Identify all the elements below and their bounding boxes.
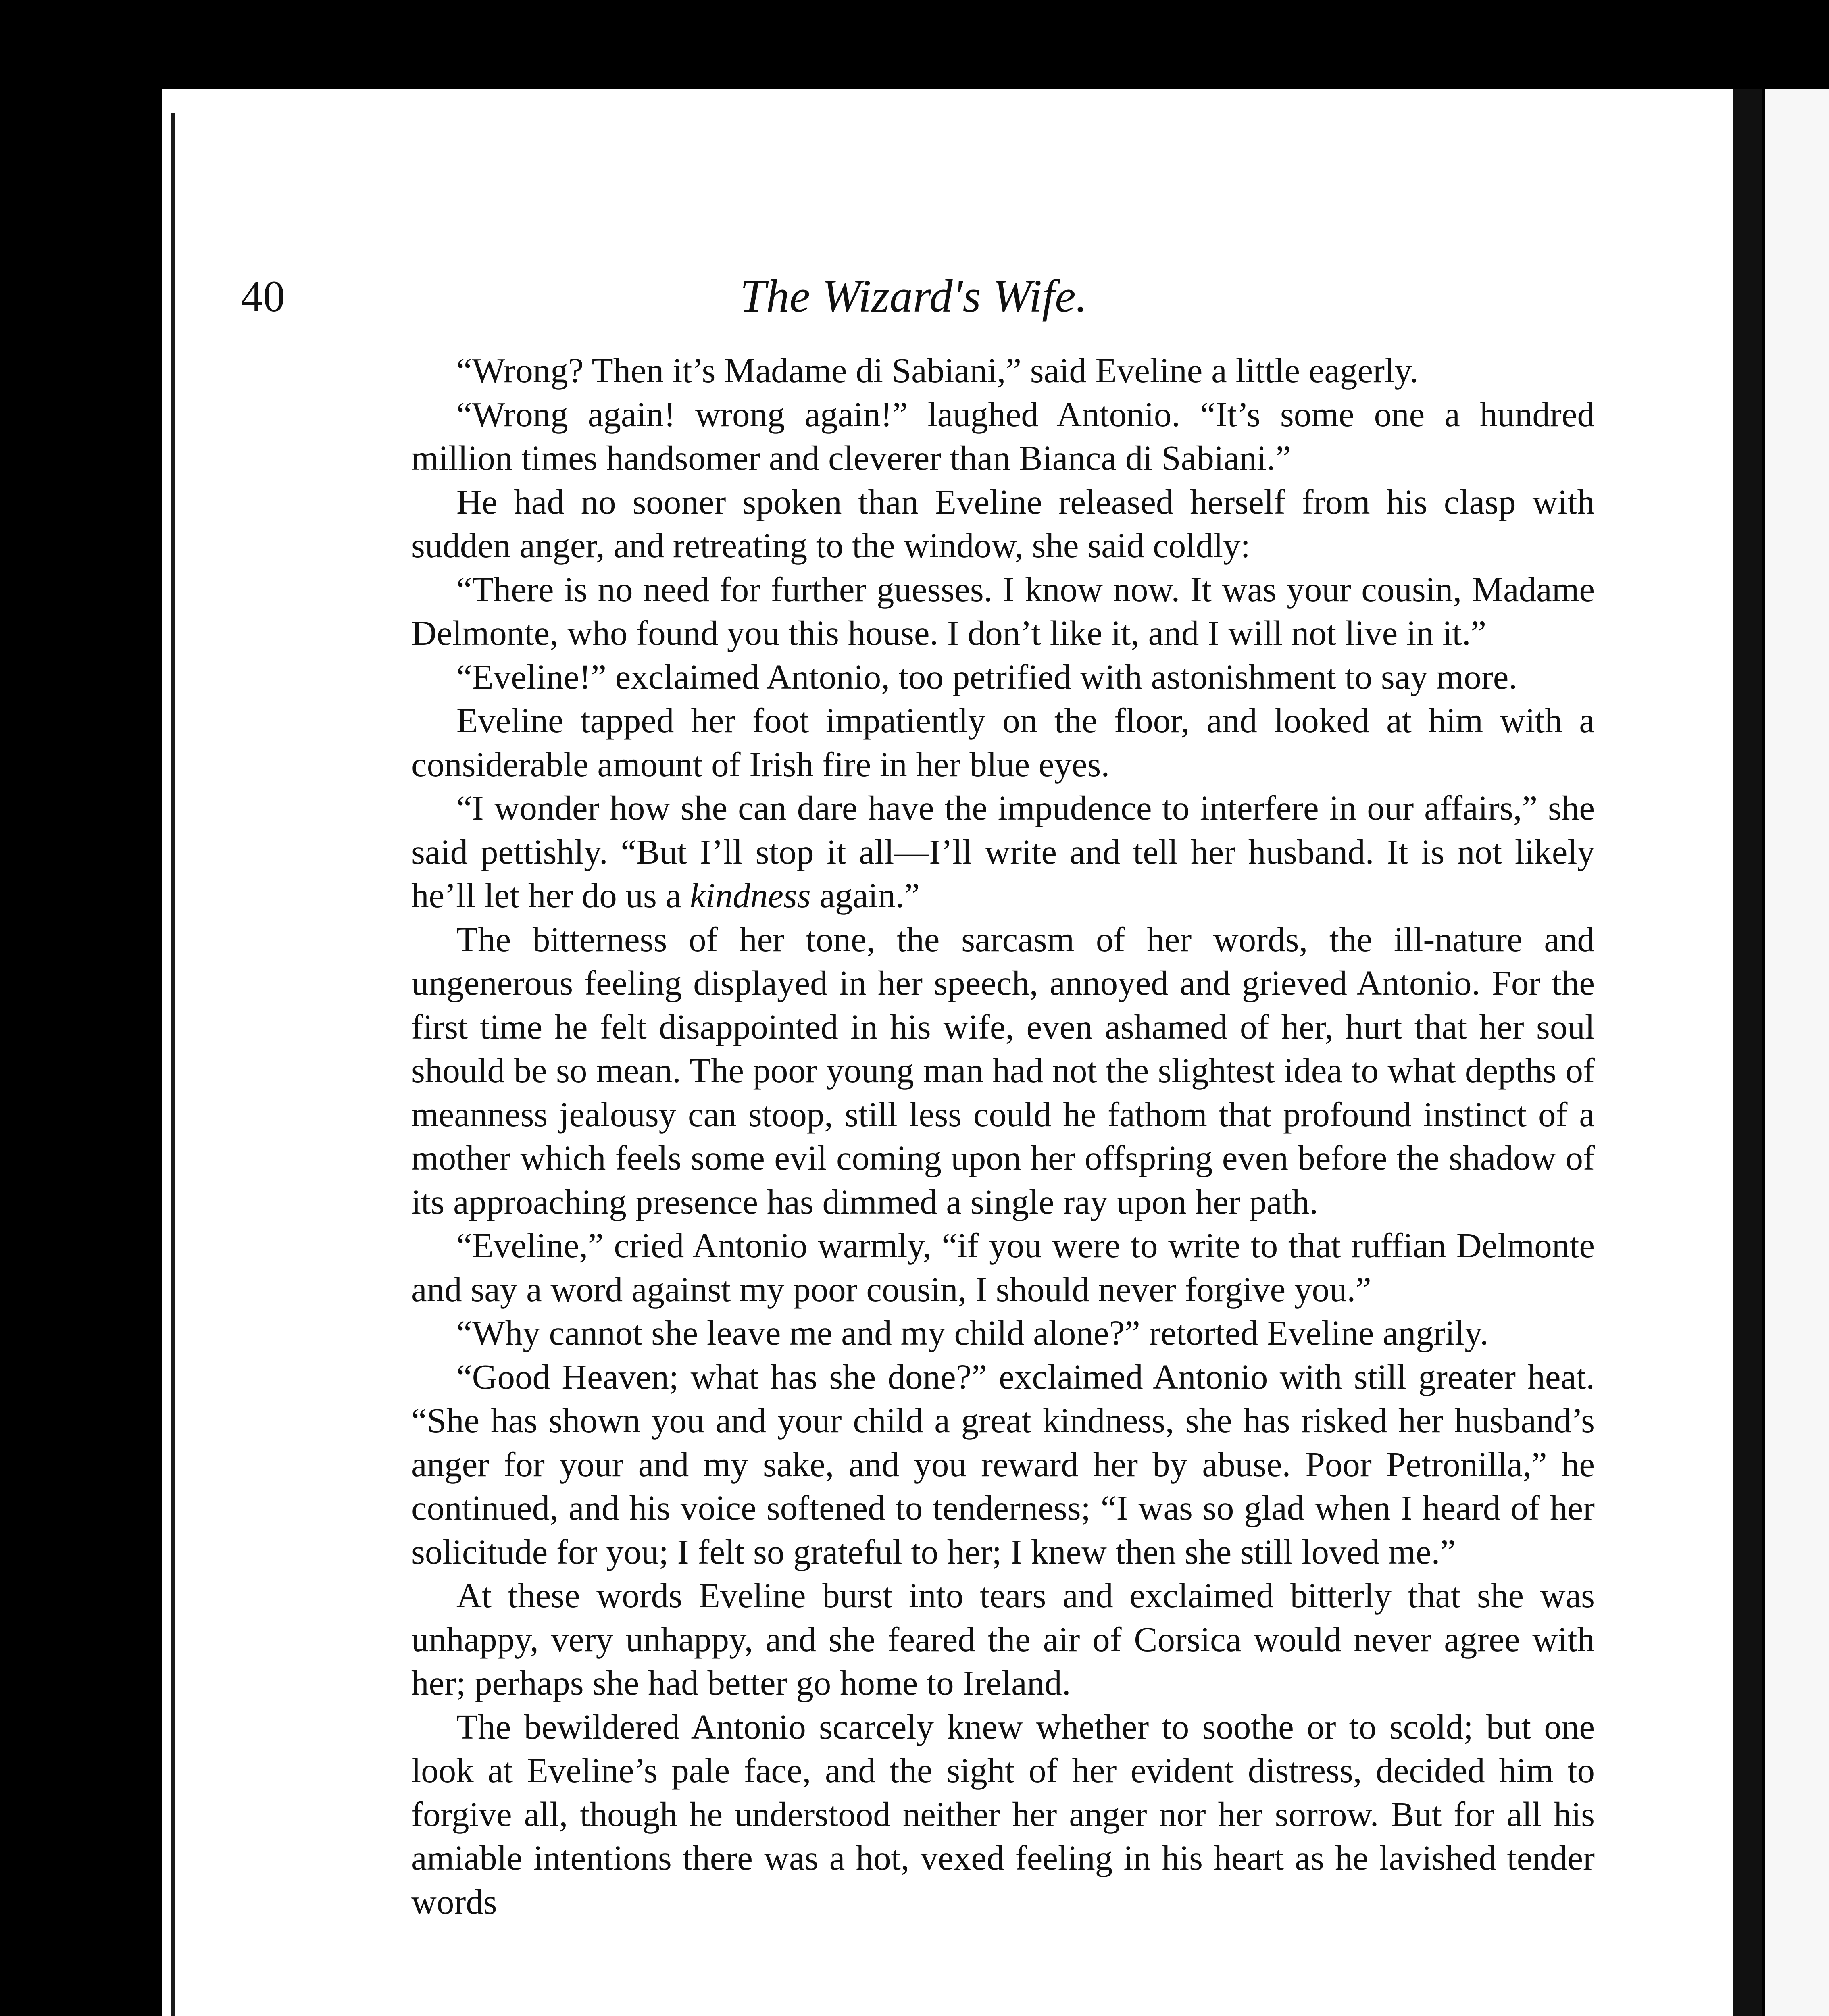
paragraph: “Eveline,” cried Antonio warmly, “if you were to write to that ruffian Delmonte and say a word against my poor cousin, I should never forgive you.”: [411, 1226, 1595, 1309]
paragraph: “There is no need for further guesses. I know now. It was your cousin, Madame Delmonte, who found you this house. I don’t like it, and I will not live in it.”: [411, 569, 1595, 652]
paragraph: The bitterness of her tone, the sarcasm of her words, the ill-nature and ungenerous feeling displayed in her speech, annoyed and grieved Antonio. For the first time he felt disappointed in his wife, even ashamed of her, hurt that her soul should be so mean. The poor young man had not the slightest idea to what depths of meanness jealousy can stoop, still less could he fathom that profound instinct of a mother which feels some evil coming upon her offspring even before the shadow of its approaching presence has dimmed a single ray upon her path.: [411, 919, 1595, 1221]
page-gutter-shadow: [1733, 89, 1762, 2016]
paragraph: Eveline tapped her foot impatiently on the floor, and looked at him with a considerable amount of Irish fire in her blue eyes.: [411, 701, 1595, 784]
paragraph: He had no sooner spoken than Eveline released herself from his clasp with sudden anger, and retreating to the window, she said coldly:: [411, 482, 1595, 565]
paragraph: At these words Eveline burst into tears and exclaimed bitterly that she was unhappy, very unhappy, and she feared the air of Corsica would never agree with her; perhaps she had better go home to Ireland.: [411, 1576, 1595, 1702]
running-header: [241, 266, 1587, 327]
paragraph: “Why cannot she leave me and my child alone?” retorted Eveline angrily.: [456, 1313, 1489, 1352]
italic-emphasis: kindness: [690, 876, 811, 915]
paragraph: “Good Heaven; what has she done?” exclaimed Antonio with still greater heat. “She has shown you and your child a great kindness, she has risked her husband’s anger for your and my sake, and you reward her by abuse. Poor Petronilla,” he continued, and his voice softened to tenderness; “I was so glad when I heard of her solicitude for you; I felt so grateful to her; I knew then she still loved me.”: [411, 1357, 1595, 1571]
paragraph: “Wrong? Then it’s Madame di Sabiani,” said Eveline a little eagerly.: [456, 351, 1419, 390]
page-number: 40: [241, 272, 285, 321]
paragraph: “Wrong again! wrong again!” laughed Antonio. “It’s some one a hundred million times handsomer and cleverer than Bianca di Sabiani.”: [411, 394, 1595, 477]
next-page-edge: [1762, 89, 1829, 2016]
paragraph: “I wonder how she can dare have the impudence to interfere in our affairs,” she said pettishly. “But I’ll stop it all—I’ll write and tell her husband. It is not likely he’ll let her do us a kindness again.”: [411, 788, 1595, 915]
running-title: The Wizard's Wife.: [740, 271, 1087, 322]
page-left-edge: [171, 113, 175, 2016]
body-text: [411, 349, 1595, 1924]
paragraph: The bewildered Antonio scarcely knew whether to soothe or to scold; but one look at Eveline’s pale face, and the sight of her evident distress, decided him to forgive all, though he understood neither her anger nor her sorrow. But for all his amiable intentions there was a hot, vexed feeling in his heart as he lavished tender words: [411, 1707, 1595, 1921]
paragraph: “Eveline!” exclaimed Antonio, too petrified with astonishment to say more.: [456, 657, 1518, 696]
